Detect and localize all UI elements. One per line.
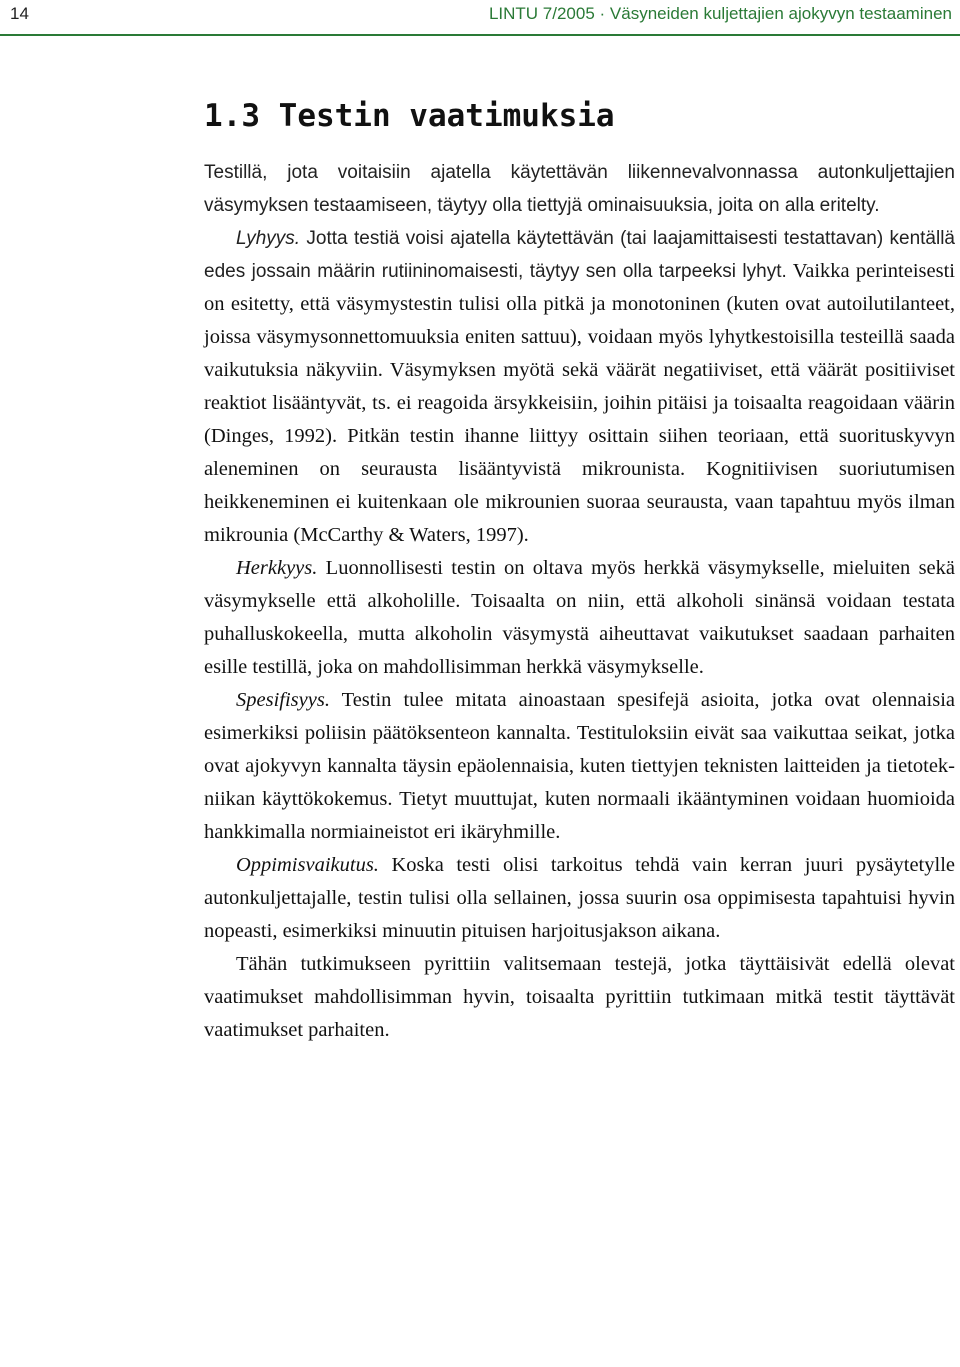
paragraph-oppimisvaikutus xyxy=(204,849,955,948)
spesifisyys-text: Testin tulee mitata ainoastaan spesifejä asioita, jotka ovat olennaisia esimerkiksi poliisin päätöksenteon kannalta. Testituloksiin eivät saa vaikuttaa seikat, jotka ovat ajokyvyn kannalta täysin epäolennaisia, kuten tiettyjen teknisten laitteiden ja tietotekniikan käyttökokemus. Tietyt muuttujat, kuten normaali ikääntyminen voidaan huomioida hankkimalla normiaineistot eri ikäryhmille. xyxy=(204,689,955,843)
intro-paragraph: Testillä, jota voitaisiin ajatella käytettävän liikennevalvonnassa autonkuljettajien väsymyksen testaamiseen, täytyy olla tiettyjä ominaisuuksia, joita on alla eritelty. xyxy=(204,162,955,216)
running-title: LINTU 7/2005 · Väsyneiden kuljettajien ajokyvyn testaaminen xyxy=(488,4,952,23)
page-body xyxy=(204,96,955,1047)
paragraph-herkkyys xyxy=(204,552,955,684)
paragraph-spesifisyys xyxy=(204,684,955,849)
term-spesifisyys: Spesifisyys. xyxy=(236,689,330,711)
paragraph-lyhyys xyxy=(204,222,955,552)
lyhyys-sans-text: Jotta testiä voisi ajatella käytettävän (tai laajamittaisesti testattavan) kentällä edes jossain määrin rutiininomaisesti, täytyy sen olla tarpeeksi lyhyt. xyxy=(204,228,955,282)
term-oppimisvaikutus: Oppimisvaikutus. xyxy=(236,854,379,876)
page-number: 14 xyxy=(10,4,29,23)
page-header xyxy=(0,0,960,36)
term-lyhyys: Lyhyys. xyxy=(236,228,301,249)
herkkyys-text: Luonnollisesti testin on oltava myös herkkä väsymykselle, mieluiten sekä väsymykselle että alkoholille. Toisaalta on niin, että alkoholi sinänsä voidaan testata puhalluskokeella, mutta alkoholin väsymystä aiheuttavat vaikutukset saadaan parhaiten esille testillä, joka on mahdollisimman herkkä väsymykselle. xyxy=(204,557,955,678)
oppimisvaikutus-text: Koska testi olisi tarkoitus tehdä vain kerran juuri pysäytetylle autonkuljettajalle, testin tulisi olla sellainen, jossa suurin osa oppimisesta tapahtuisi hyvin nopeasti, esimerkiksi minuutin pituisen harjoitusjakson aikana. xyxy=(204,854,955,942)
section-heading: 1.3 Testin vaatimuksia xyxy=(204,98,615,134)
term-herkkyys: Herkkyys. xyxy=(236,557,318,579)
closing-paragraph: Tähän tutkimukseen pyrittiin valitsemaan testejä, jotka täyttäisivät edellä olevat vaatimukset mahdollisimman hyvin, toisaalta pyrittiin tutkimaan mitkä testit täyttävät vaatimukset parhaiten. xyxy=(204,953,955,1041)
lyhyys-serif-text: Vaikka perinteisesti on esitetty, että väsymystestin tulisi olla pitkä ja monotoninen (kuten ovat autoilutilanteet, joissa väsymysonnettomuuksia eniten sattuu), voidaan myös lyhytkestoisilla testeillä saada vaikutuksia näkyviin. Väsymyksen myötä sekä väärät negatiiviset, että väärät positiiviset reaktiot lisääntyvät, ts. ei reagoida ärsykkeisiin, joihin pitäisi ja toisaalta reagoidaan väärin (Dinges, 1992). Pitkän testin ihanne liittyy osittain siihen teoriaan, että suorituskyvyn aleneminen on seurausta lisääntyvistä mikrounista. Kognitiivisen suoriutumisen heikkeneminen ei kuitenkaan ole mikrounien suoraa seurausta, vaan tapahtuu myös ilman mikrounia (McCarthy & Waters, 1997). xyxy=(204,260,955,546)
